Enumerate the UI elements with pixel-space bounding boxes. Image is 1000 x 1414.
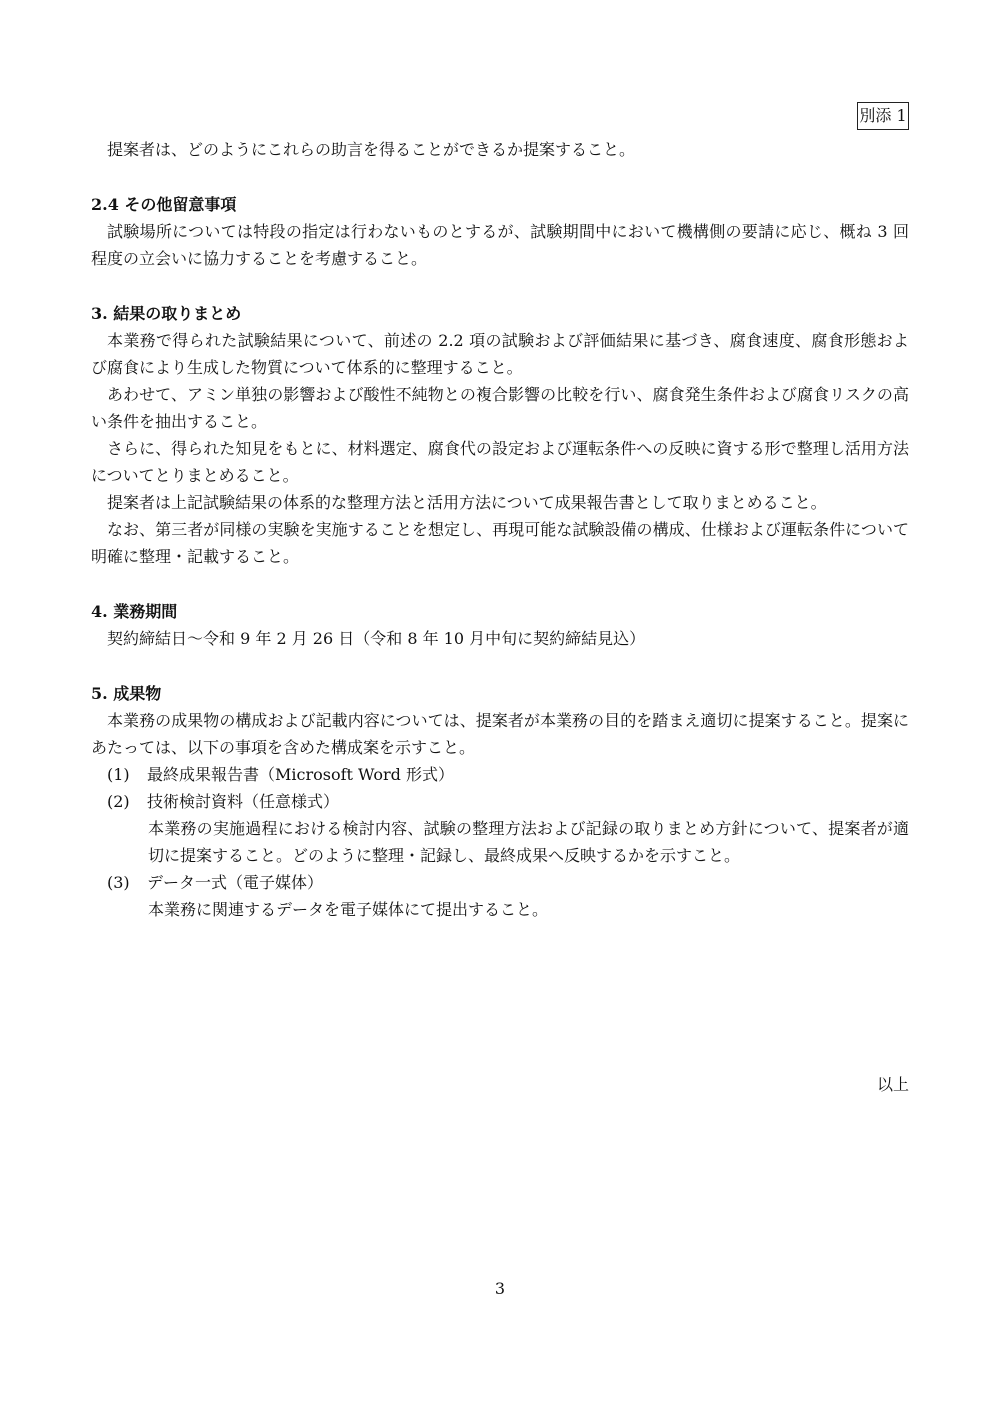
section-5-heading: 5. 成果物 (91, 684, 162, 703)
deliverable-item (91, 788, 909, 815)
document-body (91, 136, 909, 923)
attachment-label: 別添 1 (857, 102, 909, 130)
section-5-body: 本業務の成果物の構成および記載内容については、提案者が本業務の目的を踏まえ適切に提案すること。提案にあたっては、以下の事項を含めた構成案を示すこと。 (91, 711, 909, 757)
deliverable-item (91, 869, 909, 896)
section-3-paragraph: さらに、得られた知見をもとに、材料選定、腐食代の設定および運転条件への反映に資する形で整理し活用方法についてとりまとめること。 (91, 439, 909, 485)
section-3-paragraph: なお、第三者が同様の実験を実施することを想定し、再現可能な試験設備の構成、仕様および運転条件について明確に整理・記載すること。 (91, 520, 909, 566)
section-3-paragraph: 提案者は上記試験結果の体系的な整理方法と活用方法について成果報告書として取りまとめること。 (107, 493, 827, 512)
deliverable-description: 本業務に関連するデータを電子媒体にて提出すること。 (148, 900, 549, 919)
deliverable-label: 技術検討資料（任意様式） (147, 792, 340, 811)
deliverable-item (91, 761, 909, 788)
section-4-body: 契約締結日～令和 9 年 2 月 26 日（令和 8 年 10 月中旬に契約締結見込） (107, 629, 646, 648)
section-3-heading: 3. 結果の取りまとめ (91, 304, 242, 323)
deliverable-number: (3) (107, 873, 130, 892)
section-4-heading: 4. 業務期間 (91, 602, 178, 621)
deliverable-number: (2) (107, 792, 130, 811)
section-2-4-body: 試験場所については特段の指定は行わないものとするが、試験期間中において機構側の要請に応じ、概ね 3 回程度の立会いに協力することを考慮すること。 (91, 222, 909, 268)
page-number: 3 (494, 1279, 506, 1298)
section-2-4-heading: 2.4 その他留意事項 (91, 195, 237, 214)
section-3-paragraph: あわせて、アミン単独の影響および酸性不純物との複合影響の比較を行い、腐食発生条件および腐食リスクの高い条件を抽出すること。 (91, 385, 909, 431)
deliverable-label: 最終成果報告書（Microsoft Word 形式） (147, 765, 454, 784)
deliverable-description: 本業務の実施過程における検討内容、試験の整理方法および記録の取りまとめ方針について、提案者が適切に提案すること。どのように整理・記録し、最終成果へ反映するかを示すこと。 (148, 819, 909, 865)
section-3-paragraph: 本業務で得られた試験結果について、前述の 2.2 項の試験および評価結果に基づき、腐食速度、腐食形態および腐食により生成した物質について体系的に整理すること。 (91, 331, 909, 377)
deliverable-label: データ一式（電子媒体） (147, 873, 324, 892)
closing-mark: 以上 (876, 1075, 909, 1094)
intro-paragraph: 提案者は、どのようにこれらの助言を得ることができるか提案すること。 (107, 140, 636, 159)
deliverable-number: (1) (107, 765, 130, 784)
